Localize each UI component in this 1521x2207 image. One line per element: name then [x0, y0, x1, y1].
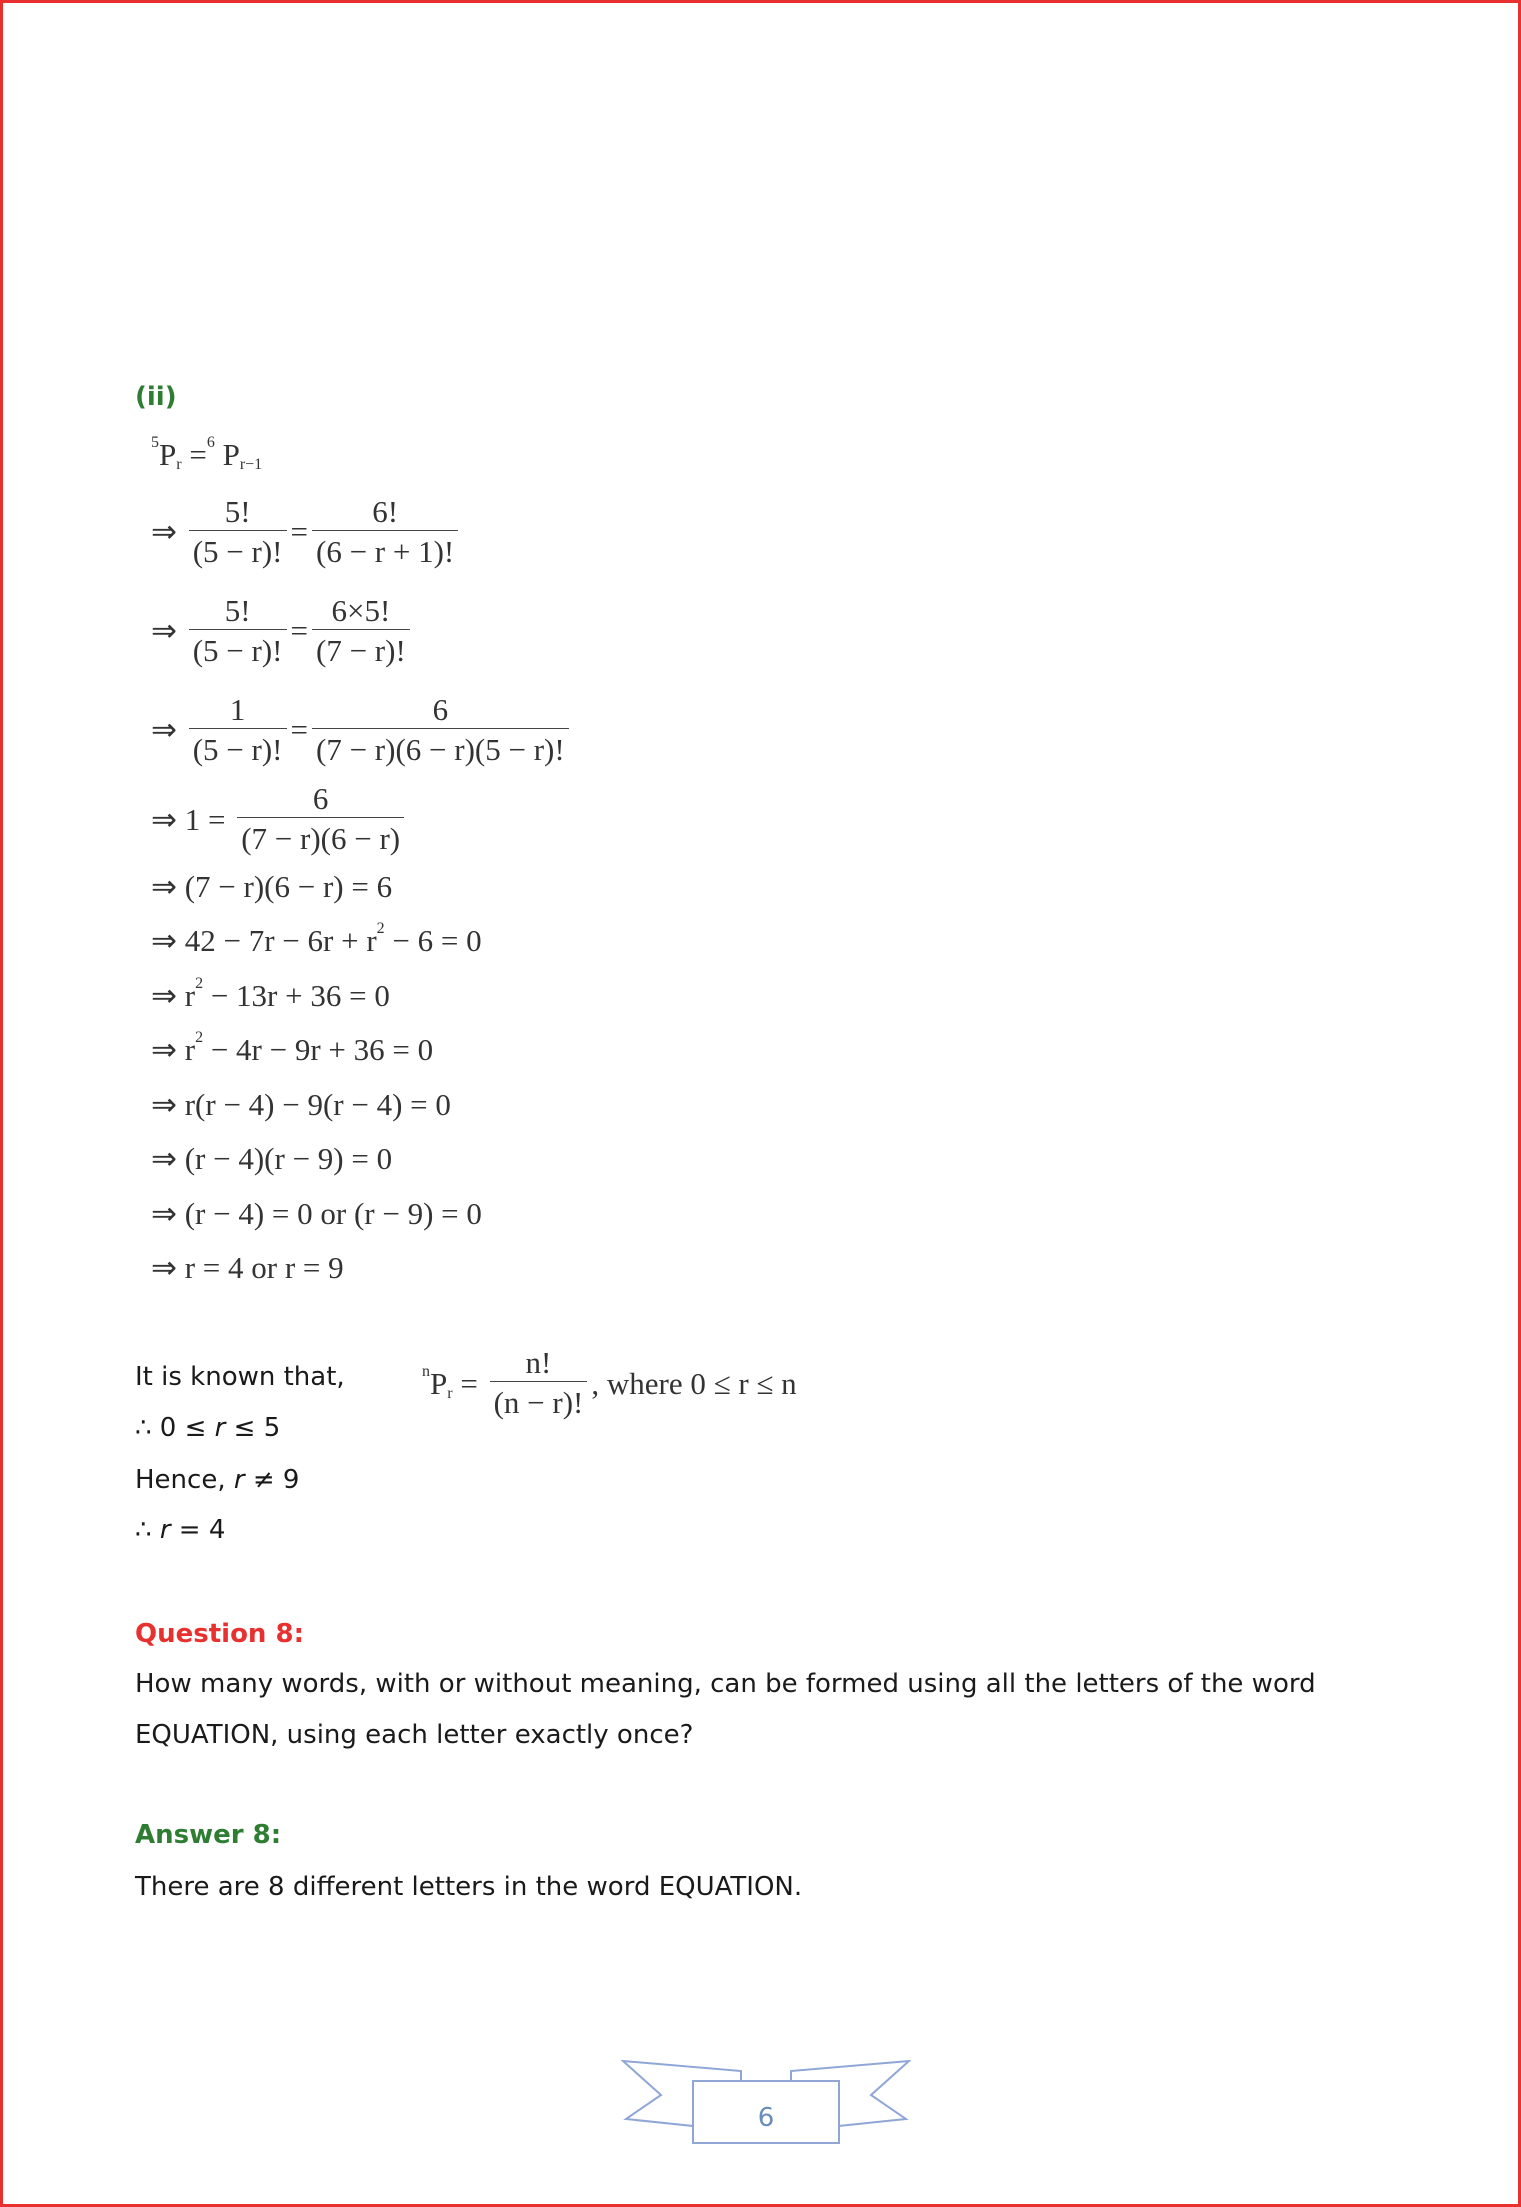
part-label: (ii) [135, 382, 177, 412]
denominator: (5 − r)! [189, 728, 287, 769]
equation-line [151, 1241, 573, 1296]
superscript: 6 [206, 434, 215, 452]
math-text: ⇒ (r − 4) = 0 or (r − 9) = 0 [151, 1195, 482, 1231]
math-text: ⇒ 42 − 7r − 6r + r [151, 923, 377, 959]
superscript: 5 [151, 434, 159, 452]
numerator: 6×5! [331, 592, 391, 628]
math-text: = [452, 1365, 486, 1401]
math-text: = [290, 712, 308, 747]
superscript: 2 [376, 920, 385, 938]
equation-line [151, 681, 573, 780]
equation-line [151, 483, 573, 582]
equation-line [151, 1132, 573, 1187]
subscript: r−1 [239, 456, 263, 474]
numerator: 6! [372, 493, 399, 529]
denominator: (7 − r)(6 − r) [237, 817, 404, 858]
math-text: − 4r − 9r + 36 = 0 [203, 1032, 434, 1068]
numerator: 5! [224, 493, 251, 529]
fraction [312, 593, 410, 670]
math-text: ⇒ r [151, 1032, 196, 1068]
subscript: r [447, 1384, 453, 1402]
page-number: 6 [757, 2103, 775, 2133]
question-line-1: How many words, with or without meaning, can be formed using all the letters of the word [135, 1669, 1316, 1699]
denominator: (5 − r)! [189, 530, 287, 571]
math-text: P [430, 1365, 448, 1401]
numerator: 1 [229, 691, 246, 727]
subscript: r [176, 456, 182, 474]
math-text: = [290, 514, 308, 549]
equation-line [151, 969, 573, 1024]
math-text: ⇒ r [151, 977, 196, 1013]
math-text: ⇒ [151, 712, 185, 747]
conclusion-line-3: ∴ r = 4 [135, 1515, 226, 1545]
fraction [189, 494, 287, 571]
page-number-ribbon [621, 2059, 911, 2159]
math-text: = [290, 613, 308, 648]
numerator: 6 [312, 781, 329, 816]
known-text: It is known that, [135, 1362, 345, 1392]
math-text: ⇒ (r − 4)(r − 9) = 0 [151, 1141, 393, 1177]
equation-line [151, 428, 573, 483]
fraction [312, 494, 458, 571]
math-text: ⇒ [151, 613, 185, 648]
math-text: = [181, 437, 207, 473]
fraction [312, 692, 569, 769]
fraction [490, 1345, 588, 1422]
superscript: 2 [195, 974, 204, 992]
answer-title: Answer 8: [135, 1820, 282, 1850]
math-text: P [159, 437, 177, 473]
derivation [151, 428, 573, 1296]
equation-line [151, 1187, 573, 1242]
superscript: 2 [195, 1029, 204, 1047]
math-text: − 6 = 0 [384, 923, 482, 959]
denominator: (n − r)! [490, 1381, 588, 1422]
fraction [189, 593, 287, 670]
equation-line [151, 1023, 573, 1078]
denominator: (7 − r)! [312, 629, 410, 670]
math-text: , where 0 ≤ r ≤ n [591, 1365, 797, 1401]
equation-line [151, 780, 573, 860]
question-title: Question 8: [135, 1619, 304, 1649]
equation-line [151, 860, 573, 915]
equation-line [151, 914, 573, 969]
math-text: − 13r + 36 = 0 [203, 977, 390, 1013]
math-text: ⇒ 1 = [151, 801, 234, 837]
math-text: ⇒ r(r − 4) − 9(r − 4) = 0 [151, 1086, 451, 1122]
math-text: ⇒ r = 4 or r = 9 [151, 1250, 344, 1286]
numerator: n! [525, 1345, 552, 1380]
numerator: 5! [224, 592, 251, 628]
superscript: n [422, 1362, 430, 1380]
denominator: (6 − r + 1)! [312, 530, 458, 571]
equation-line [151, 1078, 573, 1133]
permutation-formula [422, 1345, 797, 1422]
denominator: (7 − r)(6 − r)(5 − r)! [312, 728, 569, 769]
question-line-2: EQUATION, using each letter exactly once? [135, 1720, 694, 1750]
fraction [237, 781, 404, 858]
math-text: ⇒ (7 − r)(6 − r) = 6 [151, 868, 393, 904]
equation-line [151, 582, 573, 681]
conclusion-line-2: Hence, r ≠ 9 [135, 1465, 300, 1495]
conclusion-line-1: ∴ 0 ≤ r ≤ 5 [135, 1413, 281, 1443]
math-text: ⇒ [151, 514, 185, 549]
numerator: 6 [432, 691, 449, 727]
fraction [189, 692, 287, 769]
denominator: (5 − r)! [189, 629, 287, 670]
math-text: P [214, 437, 240, 473]
answer-line-1: There are 8 different letters in the word EQUATION. [135, 1872, 803, 1902]
